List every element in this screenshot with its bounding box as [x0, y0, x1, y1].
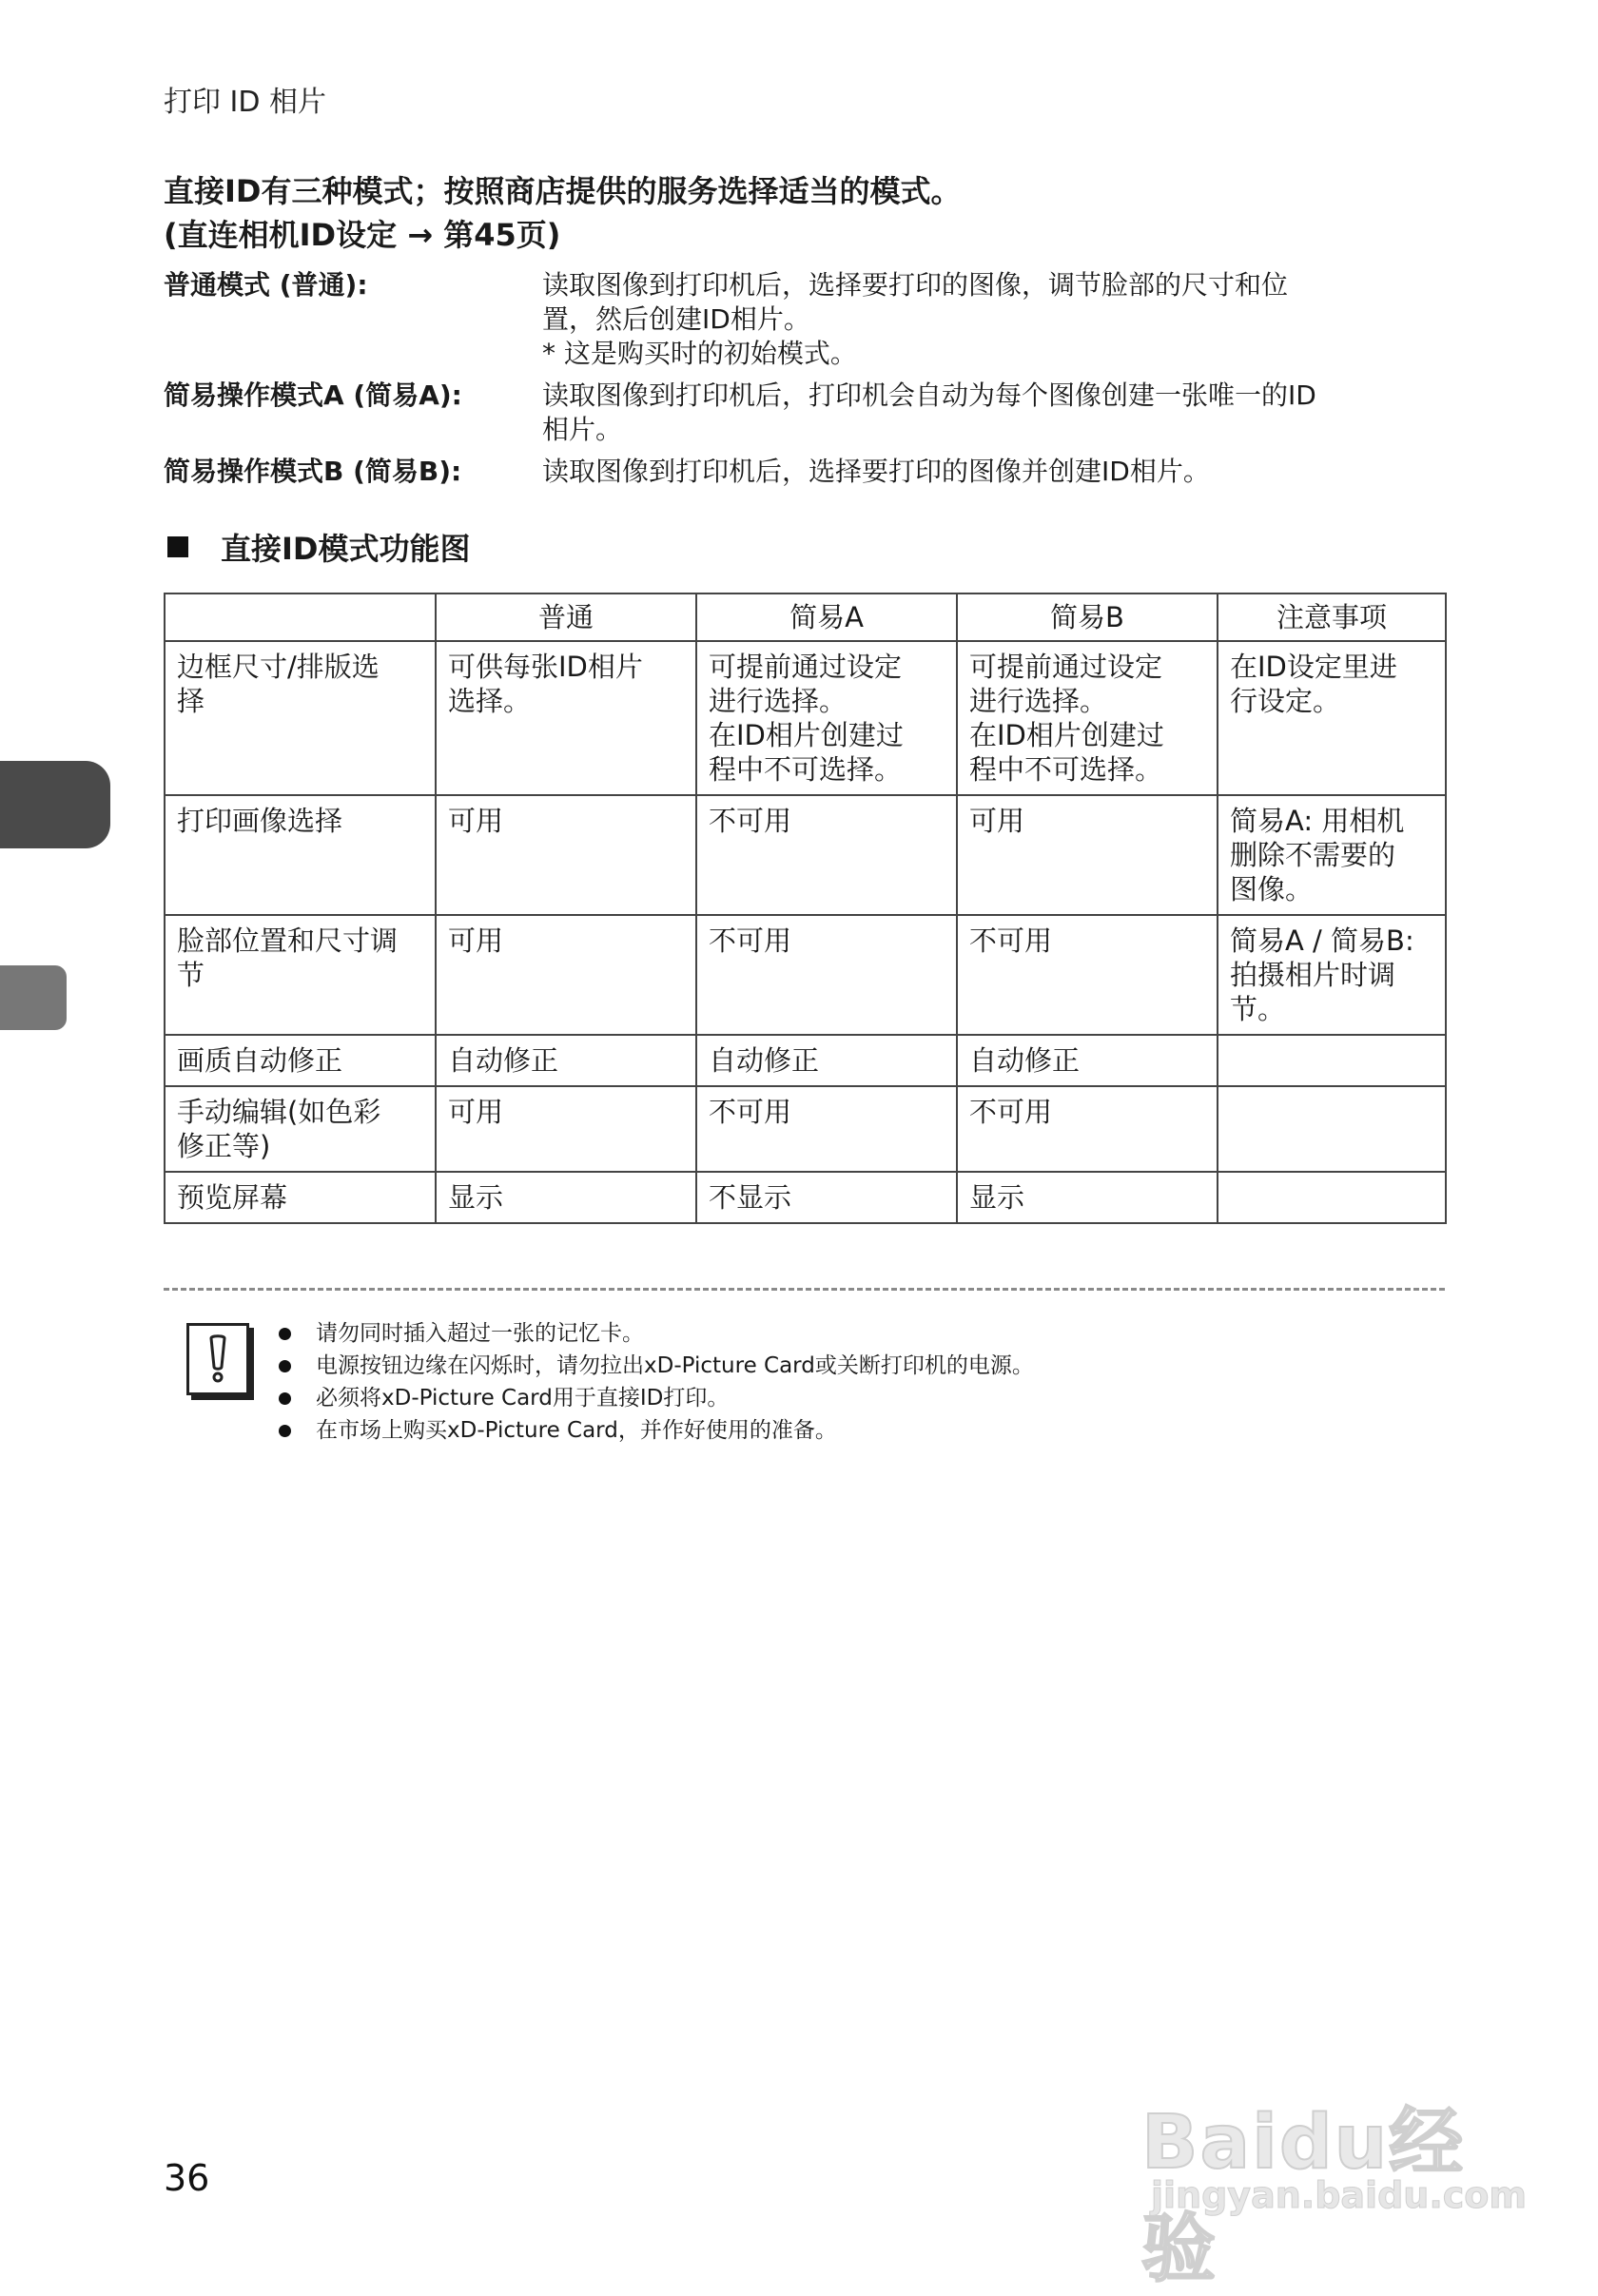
intro-line-2: (直连相机ID设定 → 第45页): [164, 217, 561, 253]
cell-line: 显示: [448, 1181, 504, 1214]
note-text: 必须将xD-Picture Card用于直接ID打印。: [316, 1386, 730, 1411]
cell-line: 可用: [448, 924, 504, 957]
table-cell: [436, 1172, 696, 1223]
mode-row: [164, 455, 1438, 489]
cell-line: 可用: [969, 805, 1025, 837]
table-header-cell: 简易A: [696, 593, 957, 641]
cell-line: 可用: [448, 1096, 504, 1128]
table-row: [165, 795, 1446, 915]
table-cell: [957, 1172, 1218, 1223]
caution-icon: [186, 1323, 249, 1395]
cell-line: 修正等): [177, 1130, 271, 1162]
cell-line: 打印画像选择: [177, 805, 343, 837]
cell-line: 不显示: [709, 1181, 792, 1214]
table-cell: [1218, 1035, 1446, 1086]
baidu-watermark: [1132, 2035, 1527, 2292]
cell-line: 显示: [969, 1181, 1025, 1214]
cell-line: 行设定。: [1230, 685, 1341, 717]
table-row: [165, 915, 1446, 1035]
table-cell: [436, 1035, 696, 1086]
section-heading-text: 直接ID模式功能图: [221, 531, 471, 567]
cell-line: 自动修正: [448, 1044, 559, 1077]
chapter-tab: [0, 761, 110, 848]
table-cell: [957, 1086, 1218, 1172]
table-cell: [436, 915, 696, 1035]
cell-line: 自动修正: [969, 1044, 1081, 1077]
cell-line: 画质自动修正: [177, 1044, 343, 1077]
mode-name: 简易操作模式B (简易B):: [164, 456, 462, 487]
table-row-label: [165, 641, 436, 795]
mode-description-line: 置，然后创建ID相片。: [542, 303, 810, 335]
dashed-divider: [164, 1288, 1445, 1291]
table-row: [165, 641, 1446, 795]
table-cell: [696, 1086, 957, 1172]
table-cell: [1218, 1086, 1446, 1172]
table-row-label: [165, 1172, 436, 1223]
table-cell: [696, 795, 957, 915]
bullet-icon: [279, 1392, 291, 1405]
note-text: 在市场上购买xD-Picture Card，并作好使用的准备。: [316, 1418, 837, 1443]
cell-line: 简易A: 用相机: [1230, 805, 1405, 837]
cell-line: 自动修正: [709, 1044, 820, 1077]
bullet-icon: [279, 1425, 291, 1437]
mode-description-line: * 这是购买时的初始模式。: [542, 338, 857, 369]
cell-line: 不可用: [969, 924, 1053, 957]
page-number: 36: [164, 2157, 210, 2199]
mode-list: [164, 268, 1438, 496]
cell-line: 可供每张ID相片: [448, 651, 643, 683]
cell-line: 选择。: [448, 685, 532, 717]
table-header-cell: [165, 593, 436, 641]
cell-line: 在ID设定里进: [1230, 651, 1397, 683]
table-row-label: [165, 1035, 436, 1086]
cell-line: 可提前通过设定: [709, 651, 903, 683]
mode-description: [542, 268, 1438, 371]
cell-line: 可提前通过设定: [969, 651, 1163, 683]
table-header-row: [165, 593, 1446, 641]
mode-description-line: 读取图像到打印机后，打印机会自动为每个图像创建一张唯一的ID: [542, 379, 1316, 411]
watermark-url: jingyan.baidu.com: [1151, 2174, 1527, 2216]
running-head: 打印 ID 相片: [164, 86, 327, 119]
cell-line: 可用: [448, 805, 504, 837]
table-row-label: [165, 1086, 436, 1172]
cell-line: 在ID相片创建过: [709, 719, 904, 751]
table-cell: [1218, 1172, 1446, 1223]
table-header-cell: 简易B: [957, 593, 1218, 641]
cell-line: 进行选择。: [709, 685, 848, 717]
cell-line: 节。: [1230, 993, 1286, 1025]
mode-description-line: 相片。: [542, 414, 623, 445]
cell-line: 不可用: [969, 1096, 1053, 1128]
cell-line: 不可用: [709, 1096, 792, 1128]
cell-line: 程中不可选择。: [969, 753, 1163, 786]
cell-line: 手动编辑(如色彩: [177, 1096, 381, 1128]
table-cell: [696, 915, 957, 1035]
table-cell: [436, 795, 696, 915]
function-table: [164, 593, 1447, 1224]
table-cell: [696, 1172, 957, 1223]
cell-line: 简易A / 简易B:: [1230, 924, 1414, 957]
table-row: [165, 1172, 1446, 1223]
section-heading: [164, 525, 470, 569]
table-cell: [436, 641, 696, 795]
table-row-label: [165, 795, 436, 915]
chapter-tab-secondary: [0, 965, 67, 1030]
note-item: [279, 1414, 1325, 1447]
table-header-cell: 注意事项: [1218, 593, 1446, 641]
cell-line: 在ID相片创建过: [969, 719, 1164, 751]
table-cell: [957, 1035, 1218, 1086]
table-cell: [1218, 641, 1446, 795]
table-cell: [957, 915, 1218, 1035]
table-cell: [696, 1035, 957, 1086]
note-item: [279, 1317, 1325, 1350]
mode-description: [542, 455, 1438, 489]
cell-line: 脸部位置和尺寸调: [177, 924, 399, 957]
note-text: 电源按钮边缘在闪烁时，请勿拉出xD-Picture Card或关断打印机的电源。: [316, 1353, 1034, 1378]
cell-line: 拍摄相片时调: [1230, 959, 1396, 991]
table-cell: [436, 1086, 696, 1172]
cell-line: 进行选择。: [969, 685, 1108, 717]
table-row-label: [165, 915, 436, 1035]
note-text: 请勿同时插入超过一张的记忆卡。: [316, 1321, 644, 1346]
table-cell: [957, 641, 1218, 795]
cell-line: 图像。: [1230, 873, 1314, 905]
cell-line: 节: [177, 959, 205, 991]
cell-line: 删除不需要的: [1230, 839, 1396, 871]
mode-row: [164, 379, 1438, 447]
table-cell: [696, 641, 957, 795]
table-header-cell: 普通: [436, 593, 696, 641]
watermark-brand: Baidu经验: [1141, 2100, 1466, 2292]
note-list: [279, 1317, 1325, 1447]
table-row: [165, 1086, 1446, 1172]
table-cell: [1218, 795, 1446, 915]
mode-description-line: 读取图像到打印机后，选择要打印的图像，调节脸部的尺寸和位: [542, 269, 1289, 301]
cell-line: 预览屏幕: [177, 1181, 288, 1214]
cell-line: 不可用: [709, 805, 792, 837]
mode-name: 普通模式 (普通):: [164, 269, 368, 301]
bullet-icon: [279, 1360, 291, 1372]
cell-line: 择: [177, 685, 205, 717]
mode-name: 简易操作模式A (简易A):: [164, 379, 462, 411]
mode-description-line: 读取图像到打印机后，选择要打印的图像并创建ID相片。: [542, 456, 1210, 487]
mode-row: [164, 268, 1438, 371]
square-bullet-icon: [167, 536, 188, 557]
cell-line: 程中不可选择。: [709, 753, 903, 786]
note-item: [279, 1350, 1325, 1382]
note-item: [279, 1382, 1325, 1414]
bullet-icon: [279, 1328, 291, 1340]
cell-line: 不可用: [709, 924, 792, 957]
cell-line: 边框尺寸/排版选: [177, 651, 380, 683]
mode-description: [542, 379, 1438, 447]
table-cell: [957, 795, 1218, 915]
intro-line-1: 直接ID有三种模式；按照商店提供的服务选择适当的模式。: [164, 173, 962, 209]
intro-text: [164, 169, 961, 257]
table-row: [165, 1035, 1446, 1086]
table-cell: [1218, 915, 1446, 1035]
